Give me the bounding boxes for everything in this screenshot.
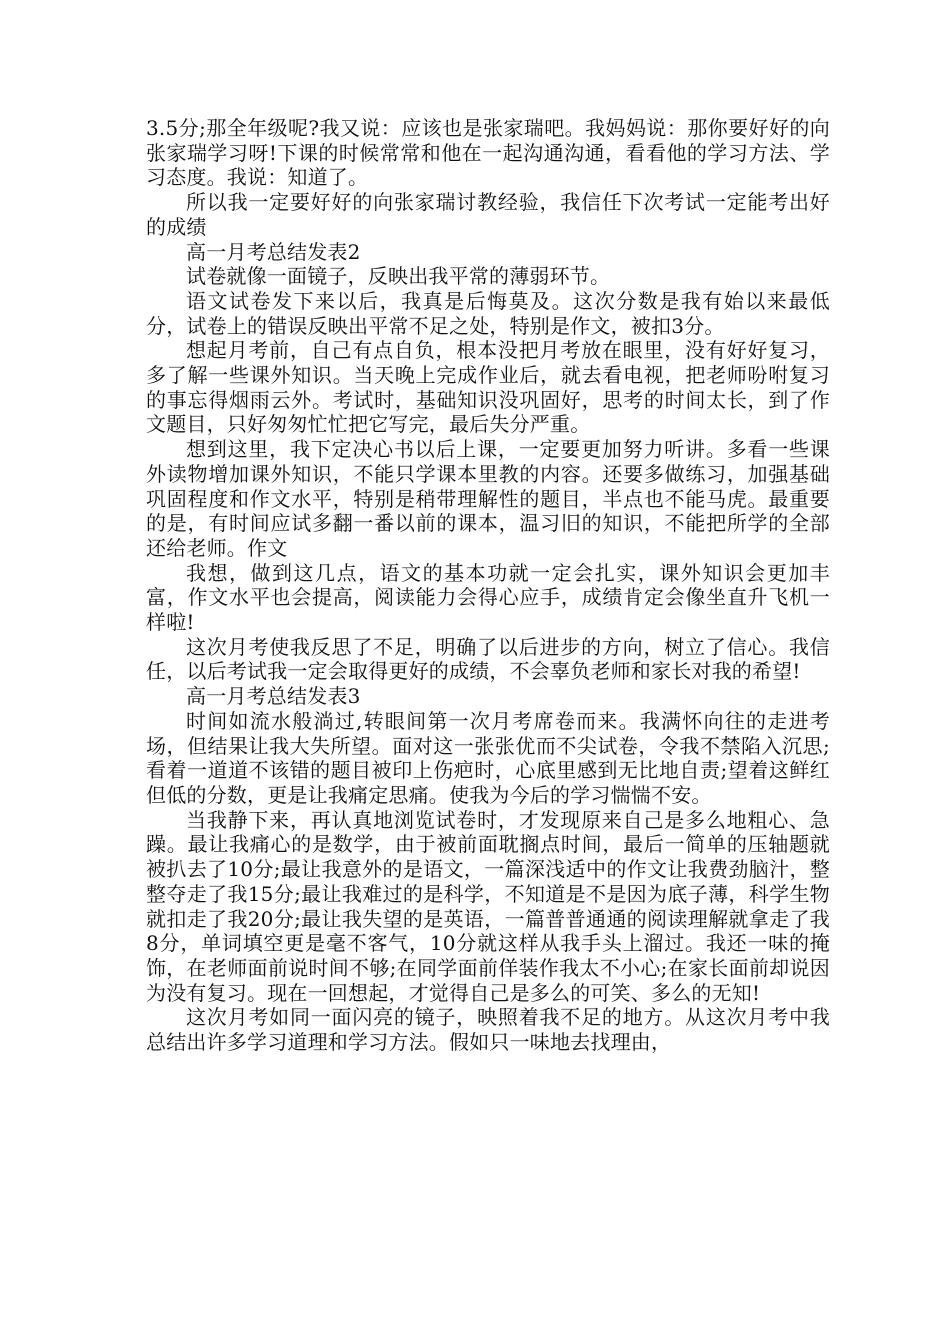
paragraph: 时间如流水般淌过,转眼间第一次月考席卷而来。我满怀向往的走进考场，但结果让我大失所望。面对这一张张优而不尖试卷，令我不禁陷入沉思;看着一道道不该错的题目被印上伤疤时，心底里感到无比地自责;望着这鲜红但低的分数，更是让我痛定思痛。使我为今后的学习惴惴不安。 [146, 708, 830, 807]
paragraph: 所以我一定要好好的向张家瑞讨教经验，我信任下次考试一定能考出好的成绩 [146, 190, 830, 239]
paragraph: 想到这里，我下定决心书以后上课，一定要更加努力听讲。多看一些课外读物增加课外知识，不能只学课本里教的内容。还要多做练习，加强基础巩固程度和作文水平，特别是稍带理解性的题目，半点也不能马虎。最重要的是，有时间应试多翻一番以前的课本，温习旧的知识，不能把所学的全部还给老师。作文 [146, 437, 830, 560]
paragraph: 试卷就像一面镜子，反映出我平常的薄弱环节。 [186, 264, 611, 289]
paragraph: 当我静下来，再认真地浏览试卷时，才发现原来自己是多么地粗心、急躁。最让我痛心的是数学，由于被前面耽搁点时间，最后一简单的压轴题就被扒去了10分;最让我意外的是语文，一篇深浅适中的作文让我费劲脑汁，整整夺走了我15分;最让我难过的是科学，不知道是不是因为底子薄，科学生物就扣走了我20分;最让我失望的是英语，一篇普普通通的阅读理解就拿走了我8分，单词填空更是毫不客气，10分就这样从我手头上溜过。我还一味的掩饰，在老师面前说时间不够;在同学面前佯装作我太不小心;在家长面前却说因为没有复习。现在一回想起，才觉得自己是多么的可笑、多么的无知! [146, 807, 830, 1005]
paragraph: 想起月考前，自己有点自负，根本没把月考放在眼里，没有好好复习，多了解一些课外知识。当天晚上完成作业后，就去看电视，把老师吩咐复习的事忘得烟雨云外。考试时，基础知识没巩固好，思考的时间太长，到了作文题目，只好匆匆忙忙把它写完，最后失分严重。 [146, 338, 830, 437]
paragraph: 这次月考如同一面闪亮的镜子，映照着我不足的地方。从这次月考中我总结出许多学习道理和学习方法。假如只一味地去找理由， [146, 1005, 830, 1055]
paragraph: 语文试卷发下来以后，我真是后悔莫及。这次分数是我有始以来最低分，试卷上的错误反映出平常不足之处，特别是作文，被扣3分。 [146, 288, 830, 338]
paragraph: 3.5分;那全年级呢?我又说：应该也是张家瑞吧。我妈妈说：那你要好好的向张家瑞学习呀!下课的时候常常和他在一起沟通沟通，看看他的学习方法、学习态度。我说：知道了。 [146, 116, 830, 190]
section-heading: 高一月考总结发表2 [186, 239, 361, 264]
paragraph: 我想，做到这几点，语文的基本功就一定会扎实，课外知识会更加丰富，作文水平也会提高，阅读能力会得心应手，成绩肯定会像坐直升飞机一样啦! [146, 560, 830, 635]
paragraph: 这次月考使我反思了不足，明确了以后进步的方向，树立了信心。我信任，以后考试我一定会取得更好的成绩，不会辜负老师和家长对我的希望! [146, 634, 830, 684]
section-heading: 高一月考总结发表3 [186, 684, 361, 709]
document-body [146, 116, 830, 1055]
